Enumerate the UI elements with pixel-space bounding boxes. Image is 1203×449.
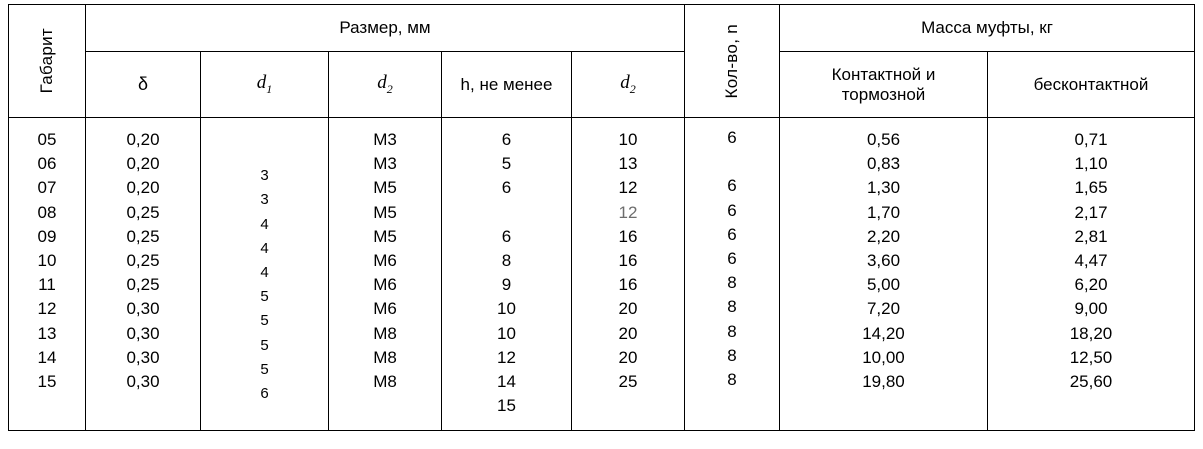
cell-delta: 0,30 — [126, 371, 160, 391]
cell-gabarit: 14 — [37, 347, 57, 367]
header-d2b — [572, 52, 685, 118]
cell-gabarit: 08 — [37, 202, 57, 222]
cell-d2: М5 — [373, 202, 397, 222]
cell-delta: 0,25 — [126, 226, 160, 246]
cell-h: 8 — [501, 250, 512, 270]
cell-massa-kontaktnoy: 1,30 — [866, 178, 901, 198]
cell-kolvo: 8 — [727, 297, 737, 317]
cell-massa-kontaktnoy: 14,20 — [862, 323, 905, 343]
cell-d2b: 13 — [618, 154, 638, 174]
cell-massa-kontaktnoy: 0,83 — [866, 154, 901, 174]
cell-kolvo: 8 — [727, 321, 737, 341]
cell-d1: 4 — [260, 215, 269, 233]
cell-d1: 5 — [260, 288, 269, 306]
cell-gabarit: 05 — [37, 130, 57, 149]
header-delta — [86, 52, 201, 118]
cell-h: 10 — [497, 323, 516, 343]
cell-gabarit: 09 — [37, 226, 57, 246]
col-d1 — [201, 118, 329, 431]
header-massa-kontaktnoy-line1: Контактной и — [831, 64, 936, 84]
col-d2-list — [329, 118, 441, 430]
cell-massa-beskontaktnoy: 2,81 — [1074, 226, 1108, 246]
cell-d2: М8 — [373, 371, 397, 391]
table-header-row-1 — [9, 5, 1195, 52]
cell-kolvo: 6 — [727, 176, 737, 196]
cell-d1: 5 — [260, 336, 269, 354]
cell-massa-beskontaktnoy: 1,10 — [1074, 154, 1108, 174]
cell-kolvo: 8 — [727, 369, 737, 389]
header-massa-beskontaktnoy: бесконтактной — [988, 52, 1195, 118]
cell-d2: М8 — [373, 323, 397, 343]
cell-d2: М6 — [373, 250, 397, 270]
cell-d2: М5 — [373, 226, 397, 246]
header-d1-label: $d_1$ — [256, 72, 273, 97]
header-d1 — [201, 52, 329, 118]
cell-d2: М5 — [373, 178, 397, 198]
cell-massa-beskontaktnoy: 18,20 — [1069, 323, 1113, 343]
col-d2b — [572, 118, 685, 431]
cell-massa-beskontaktnoy: 4,47 — [1074, 250, 1108, 270]
cell-kolvo: 6 — [727, 128, 737, 147]
cell-h: 5 — [501, 154, 512, 174]
header-massa-kontaktnoy — [780, 52, 988, 118]
cell-gabarit: 12 — [37, 299, 57, 319]
cell-h: 14 — [497, 371, 516, 391]
cell-d2b: 20 — [618, 323, 638, 343]
header-delta-label: δ — [137, 74, 149, 95]
cell-gabarit: 07 — [37, 178, 57, 198]
header-massa-group: Масса муфты, кг — [780, 5, 1195, 52]
cell-massa-beskontaktnoy: 0,71 — [1074, 130, 1108, 149]
cell-delta: 0,30 — [126, 299, 160, 319]
cell-massa-beskontaktnoy: 6,20 — [1074, 275, 1108, 295]
cell-gabarit: 06 — [37, 154, 57, 174]
cell-d2b: 16 — [618, 226, 638, 246]
cell-gabarit: 15 — [37, 371, 57, 391]
cell-d1: 5 — [260, 360, 269, 378]
cell-massa-kontaktnoy: 5,00 — [866, 275, 901, 295]
header-kolvo — [685, 5, 780, 118]
col-massa-kontaktnoy — [780, 118, 988, 431]
cell-delta: 0,20 — [126, 130, 160, 149]
cell-d1: 4 — [260, 263, 269, 281]
cell-massa-kontaktnoy: 2,20 — [866, 226, 901, 246]
cell-gabarit: 11 — [38, 275, 56, 295]
cell-d2: М3 — [373, 154, 397, 174]
col-kolvo — [685, 118, 780, 431]
header-gabarit — [9, 5, 86, 118]
col-massa-kontaktnoy-list — [780, 118, 987, 430]
header-h — [442, 52, 572, 118]
cell-h: 12 — [497, 347, 516, 367]
cell-delta: 0,20 — [126, 178, 160, 198]
cell-kolvo: 8 — [727, 345, 737, 365]
cell-d2b: 12 — [618, 178, 638, 198]
cell-massa-kontaktnoy: 0,56 — [866, 130, 901, 149]
col-h — [442, 118, 572, 431]
cell-d2: М6 — [373, 275, 397, 295]
col-delta — [86, 118, 201, 431]
cell-h: 6 — [501, 130, 512, 149]
table-header-row-2 — [9, 52, 1195, 118]
col-d1-list — [201, 130, 328, 418]
cell-massa-kontaktnoy: 1,70 — [866, 202, 901, 222]
cell-massa-beskontaktnoy: 1,65 — [1074, 178, 1108, 198]
cell-delta: 0,25 — [126, 275, 160, 295]
cell-d2b: 25 — [618, 371, 638, 391]
cell-massa-kontaktnoy: 19,80 — [862, 371, 905, 391]
col-h-list — [442, 118, 571, 430]
col-d2b-list — [572, 118, 684, 430]
table-body-row — [9, 118, 1195, 431]
col-kolvo-list — [685, 120, 779, 428]
col-gabarit — [9, 118, 86, 431]
cell-gabarit: 13 — [37, 323, 57, 343]
cell-d2b: 10 — [618, 130, 638, 149]
cell-d1: 3 — [260, 167, 269, 185]
cell-d1: 3 — [260, 191, 269, 209]
cell-gabarit: 10 — [37, 250, 57, 270]
cell-d2: М8 — [373, 347, 397, 367]
cell-h: 10 — [497, 299, 516, 319]
cell-massa-kontaktnoy: 10,00 — [862, 347, 905, 367]
cell-delta: 0,25 — [126, 202, 160, 222]
cell-h: 6 — [501, 178, 512, 198]
cell-delta: 0,20 — [126, 154, 160, 174]
cell-delta: 0,30 — [126, 323, 160, 343]
cell-massa-beskontaktnoy: 9,00 — [1074, 299, 1108, 319]
cell-massa-beskontaktnoy: 12,50 — [1069, 347, 1113, 367]
col-gabarit-list — [9, 118, 85, 430]
cell-kolvo: 6 — [727, 248, 737, 268]
col-massa-beskontaktnoy — [988, 118, 1195, 431]
header-d2 — [329, 52, 442, 118]
cell-kolvo: 6 — [727, 224, 737, 244]
header-d2b-label: $d_2$ — [620, 72, 636, 97]
cell-h: 15 — [497, 396, 516, 416]
cell-d2b: 12 — [618, 202, 638, 222]
cell-h: 9 — [501, 275, 512, 295]
cell-massa-kontaktnoy: 3,60 — [866, 250, 901, 270]
cell-delta: 0,25 — [126, 250, 160, 270]
cell-d2: М3 — [373, 130, 397, 149]
header-d2-label: $d_2$ — [377, 72, 393, 97]
col-delta-list — [86, 118, 200, 430]
cell-d2b: 16 — [618, 250, 638, 270]
cell-massa-beskontaktnoy: 25,60 — [1069, 371, 1113, 391]
header-gabarit-inner — [9, 5, 85, 117]
cell-delta: 0,30 — [126, 347, 160, 367]
specification-table — [8, 4, 1195, 431]
cell-d2: М6 — [373, 299, 397, 319]
cell-massa-kontaktnoy: 7,20 — [866, 299, 901, 319]
cell-d1: 4 — [260, 239, 269, 257]
cell-d1: 5 — [260, 312, 269, 330]
header-kolvo-label: Кол-во, n — [722, 23, 742, 99]
header-h-label: h, не менее — [460, 74, 553, 94]
col-massa-beskontaktnoy-list — [988, 118, 1194, 430]
header-gabarit-label: Габарит — [37, 28, 57, 94]
header-razmer-group: Размер, мм — [86, 5, 685, 52]
header-kolvo-inner — [685, 5, 779, 117]
cell-d2b: 20 — [618, 299, 638, 319]
cell-kolvo: 6 — [727, 200, 737, 220]
col-d2 — [329, 118, 442, 431]
cell-massa-beskontaktnoy: 2,17 — [1074, 202, 1108, 222]
cell-d1: 6 — [260, 384, 269, 402]
header-massa-kontaktnoy-line2: тормозной — [841, 84, 926, 104]
cell-kolvo: 8 — [727, 273, 737, 293]
cell-d2b: 16 — [618, 275, 638, 295]
cell-h: 6 — [501, 226, 512, 246]
cell-d2b: 20 — [618, 347, 638, 367]
